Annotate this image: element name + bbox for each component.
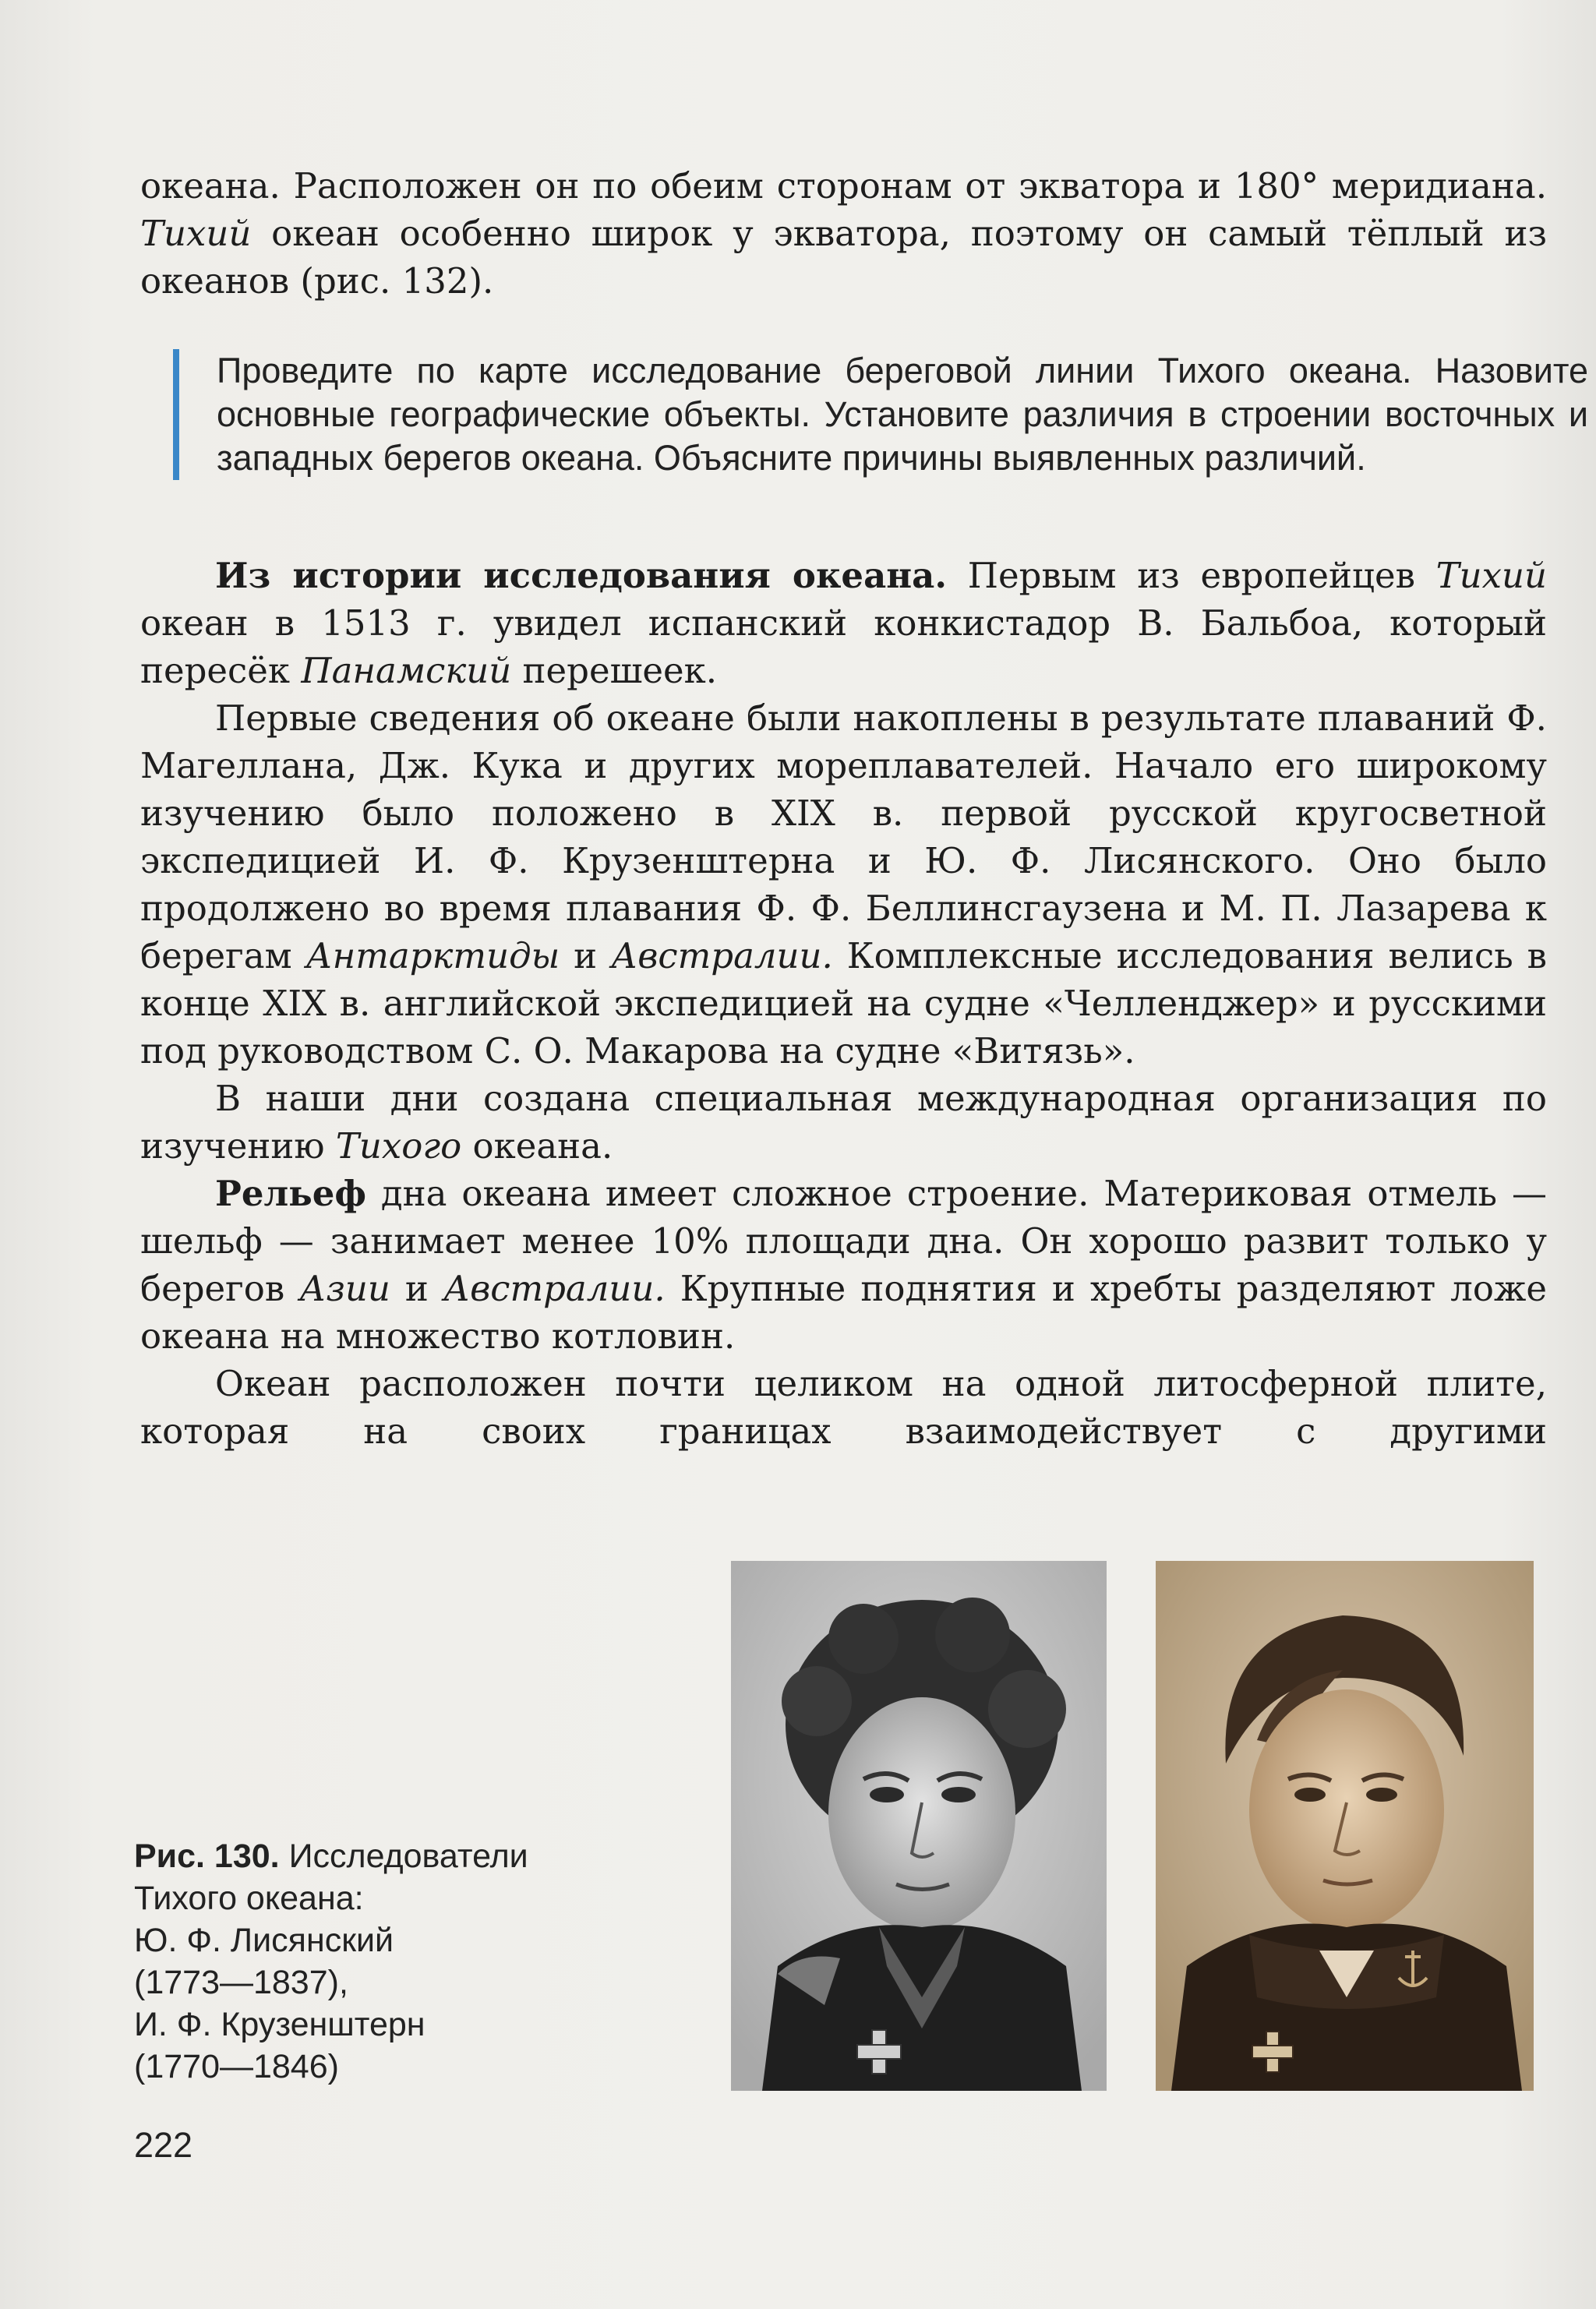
portrait-krusenstern — [1156, 1561, 1534, 2091]
relief-italic-1: Азии — [299, 1268, 390, 1309]
figure-line2: Тихого океана: — [134, 1880, 364, 1917]
history-italic-1: Тихий — [1435, 555, 1548, 596]
organization-text-a: В наши дни создана специальная международная организация по изучению — [140, 1078, 1547, 1167]
task-box — [173, 349, 1588, 480]
intro-italic-pacific: Тихий — [140, 213, 252, 254]
plate-paragraph: Океан расположен почти целиком на одной литосферной плите, которая на своих границах взаимодействует с другими — [140, 1363, 1547, 1452]
figure-line3: Ю. Ф. Лисянский — [134, 1922, 394, 1959]
figure-line6: (1770—1846) — [134, 2048, 339, 2085]
expeditions-text-a: Первые сведения об океане были накоплены в результате плаваний Ф. Магеллана, Дж. Кука и других мореплавателей. Начало его широкому изучению было положено в XIX в. первой русской кругосветной экспедицией И. Ф. Крузенштерна и Ю. Ф. Лисянского. Оно было продолжено во время плавания Ф. Ф. Беллинсгаузена и М. П. Лазарева к берегам — [140, 697, 1547, 976]
relief-italic-2: Австралии. — [443, 1268, 666, 1309]
expeditions-text-c: Комплексные исследования велись в конце XIX в. английской экспедицией на судне «Челленджер» и русскими под руководством С. О. Макарова на судне «Витязь». — [140, 935, 1548, 1072]
figure-label: Рис. 130. — [134, 1838, 280, 1875]
figure-line1: Исследователи — [279, 1838, 528, 1875]
organization-paragraph — [140, 1075, 1547, 1170]
relief-paragraph — [140, 1170, 1547, 1360]
figure-line4: (1773—1837), — [134, 1964, 348, 2001]
history-paragraph — [140, 552, 1547, 694]
relief-text-c: Крупные поднятия и хребты разделяют ложе океана на множество котловин. — [140, 1268, 1547, 1357]
expeditions-italic-2: Австралии. — [611, 935, 833, 976]
relief-heading: Рельеф — [215, 1173, 366, 1214]
history-italic-2: Панамский — [301, 650, 512, 691]
expeditions-italic-1: Антарктиды — [305, 935, 560, 976]
history-heading: Из истории исследования океана. — [215, 555, 947, 596]
expeditions-paragraph — [140, 694, 1547, 1075]
main-text — [140, 552, 1547, 1455]
organization-text-b: океана. — [461, 1125, 613, 1167]
relief-text-b: и — [390, 1268, 443, 1309]
history-text-c: перешеек. — [511, 650, 718, 691]
history-text-a: Первым из европейцев — [947, 555, 1436, 596]
intro-paragraph — [140, 162, 1547, 305]
expeditions-text-b: и — [560, 935, 612, 976]
relief-text-a: дна океана имеет сложное строение. Материковая отмель — шельф — занимает менее 10% площади дна. Он хорошо развит только у берегов — [140, 1173, 1547, 1309]
figure-line5: И. Ф. Крузенштерн — [134, 2006, 425, 2043]
figure-caption — [134, 1835, 680, 2088]
page-number: 222 — [134, 2125, 193, 2165]
task-text: Проведите по карте исследование береговой линии Тихого океана. Назовите основные географические объекты. Установите различия в строении восточных и западных берегов океана. Объясните причины выявленных различий. — [217, 351, 1588, 478]
portrait-lisyansky — [731, 1561, 1107, 2091]
organization-italic: Тихого — [335, 1125, 462, 1167]
history-text-b: океан в 1513 г. увидел испанский конкистадор В. Бальбоа, который пересёк — [140, 602, 1547, 691]
intro-text-2: океан особенно широк у экватора, поэтому он самый тёплый из океанов (рис. 132). — [140, 213, 1547, 302]
intro-text-1: океана. Расположен он по обеим сторонам от экватора и 180° меридиана. — [140, 165, 1547, 207]
